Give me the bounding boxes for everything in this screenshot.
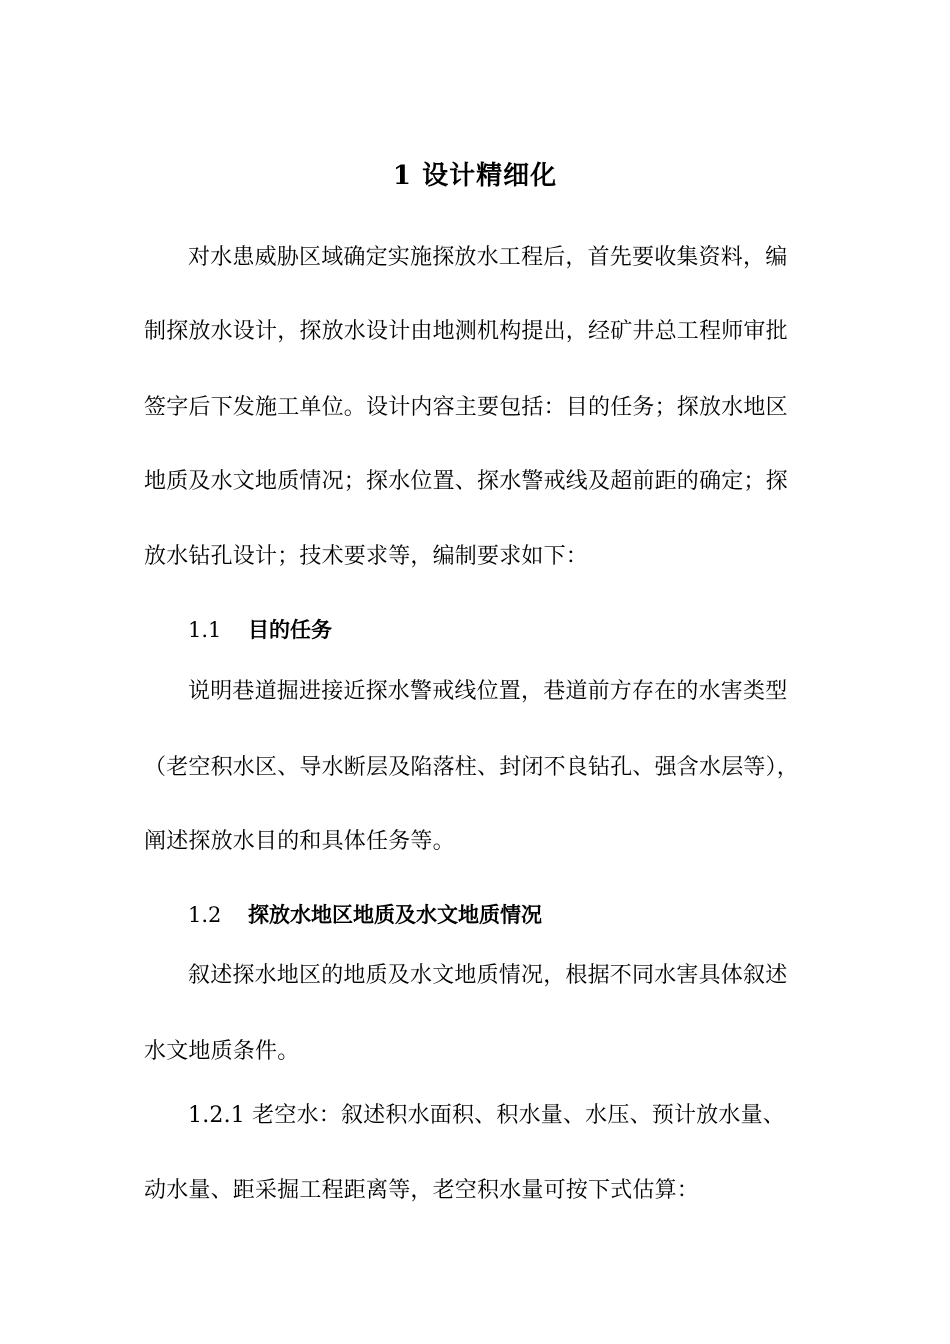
section-1-1-title: 目的任务 xyxy=(248,617,332,642)
intro-line-3: 签字后下发施工单位。设计内容主要包括：目的任务；探放水地区 xyxy=(144,395,788,420)
section-1-2-line-1: 叙述探水地区的地质及水文地质情况，根据不同水害具体叙述 xyxy=(188,963,788,988)
section-1-2-line-2: 水文地质条件。 xyxy=(144,1039,300,1064)
section-1-1-line-1: 说明巷道掘进接近探水警戒线位置，巷道前方存在的水害类型 xyxy=(188,679,788,704)
section-1-2-number: 1.2 xyxy=(188,903,222,927)
page-title: 1 设计精细化 xyxy=(392,161,558,191)
section-1-2-heading xyxy=(188,899,542,931)
section-1-1-line-2: （老空积水区、导水断层及陷落柱、封闭不良钻孔、强含水层等）， xyxy=(144,755,800,780)
section-1-1-heading xyxy=(188,614,332,646)
intro-line-2: 制探放水设计，探放水设计由地测机构提出，经矿井总工程师审批 xyxy=(144,319,788,344)
intro-line-4: 地质及水文地质情况；探水位置、探水警戒线及超前距的确定；探 xyxy=(144,469,788,494)
section-1-2-1-line-2: 动水量、距采掘工程距离等，老空积水量可按下式估算： xyxy=(144,1178,700,1203)
section-1-2-1-line-1: 1.2.1 老空水：叙述积水面积、积水量、水压、预计放水量、 xyxy=(188,1103,785,1128)
section-1-2-title: 探放水地区地质及水文地质情况 xyxy=(248,902,542,927)
intro-line-5: 放水钻孔设计；技术要求等，编制要求如下： xyxy=(144,544,589,569)
intro-line-1: 对水患威胁区域确定实施探放水工程后，首先要收集资料，编 xyxy=(188,245,788,270)
section-1-1-number: 1.1 xyxy=(188,618,222,642)
section-1-1-line-3: 阐述探放水目的和具体任务等。 xyxy=(144,829,455,854)
